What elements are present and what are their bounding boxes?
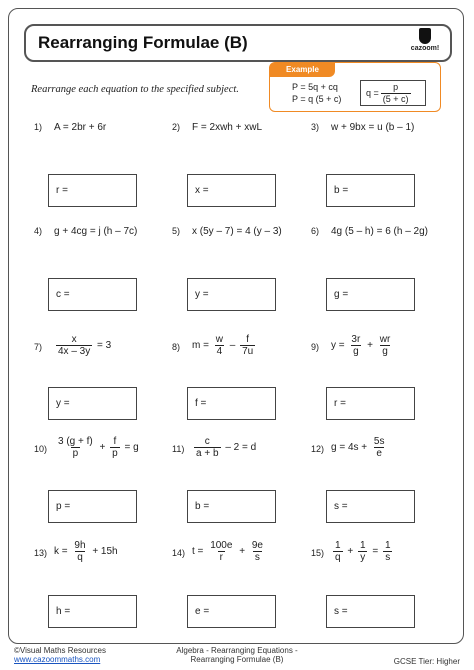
question-equation [331,226,428,237]
question-number: 15) [311,548,325,558]
fraction-numerator: w [215,334,223,345]
question-equation [192,226,282,237]
question-equation [331,436,388,459]
equation-operator: – [229,340,236,351]
question-number: 5) [172,226,181,236]
answer-box-9[interactable] [326,387,415,420]
fraction-numerator: x [71,334,77,345]
footer-link[interactable]: www.cazoommaths.com [14,655,101,664]
equation-text: 4g (5 – h) = 6 (h – 2g) [331,226,429,237]
fraction-numerator: 5s [373,436,385,447]
equation-tail: – 2 = d [225,442,257,453]
fraction-numerator: 1 [359,540,366,551]
answer-label: x = [195,185,209,196]
question-number: 13) [34,548,48,558]
fraction-numerator: 1 [384,540,391,551]
footer-tier: GCSE Tier: Higher [393,657,460,666]
cazoom-logo [408,28,442,58]
fraction-numerator: 3 (g + f) [58,436,93,447]
example-label: Example [270,63,335,77]
answer-box-15[interactable] [326,595,415,628]
question-number: 3) [311,122,320,132]
question-number: 6) [311,226,320,236]
equation-lhs: k = [54,546,68,557]
fraction-denominator: p [112,448,118,459]
answer-label: y = [195,289,209,300]
question-number: 8) [172,342,181,352]
footer-topic-line-1: Algebra - Rearranging Equations - [176,646,298,655]
fraction [349,334,362,357]
answer-label: b = [195,501,210,512]
fraction [56,334,92,357]
fraction-numerator: c [204,436,210,447]
question-number: 10) [34,444,48,454]
question-equation [54,540,118,563]
fraction-numerator: 9h [74,540,86,551]
footer-copyright: ©Visual Maths Resources [14,646,107,655]
example-answer-box [360,80,426,106]
question-equation [192,540,267,563]
example-answer-lhs: q = [366,88,379,98]
fraction-denominator: a + b [196,448,219,459]
fraction-denominator: q [77,552,83,563]
fraction-denominator: 4x – 3y [58,346,91,357]
fraction-numerator: p [393,81,399,92]
question-number: 4) [34,226,43,236]
answer-box-5[interactable] [187,278,276,311]
answer-label: r = [334,398,346,409]
equation-lhs: y = [331,340,345,351]
example-working [292,81,341,105]
question-number: 12) [311,444,325,454]
question-equation [192,122,262,133]
question-equation [331,540,395,563]
equation-text: A = 2br + 6r [54,122,107,133]
fraction-numerator: wr [379,334,391,345]
answer-box-8[interactable] [187,387,276,420]
answer-label: c = [56,289,70,300]
fraction-numerator: 9e [251,540,263,551]
equation-operator: + [367,340,373,351]
fraction-denominator: 7u [242,346,254,357]
fraction-denominator: p [72,448,79,459]
answer-label: e = [195,606,210,617]
fraction-denominator: q [335,552,341,563]
fraction [333,540,343,563]
fraction [110,436,120,459]
example-line-2: P = q (5 + c) [292,94,342,104]
answer-label: h = [56,606,71,617]
fraction [240,334,255,357]
example-line-1: P = 5q + cq [292,82,338,92]
page-title: Rearranging Formulae (B) [38,33,248,52]
fraction [250,540,265,563]
answer-label: p = [56,501,71,512]
fraction-denominator: g [353,346,359,357]
question-equation [54,226,137,237]
answer-box-14[interactable] [187,595,276,628]
fraction [383,540,393,563]
answer-box-13[interactable] [48,595,137,628]
fraction-numerator: 1 [335,540,341,551]
fraction [56,436,95,459]
fraction [208,540,234,563]
fraction [72,540,87,563]
answer-label: s = [334,606,348,617]
equation-tail: + 15h [92,546,118,557]
answer-box-11[interactable] [187,490,276,523]
equation-operator: = [372,546,379,557]
fraction-denominator: e [376,448,382,459]
fraction-denominator: y [360,552,366,563]
equation-tail: = g [124,442,139,453]
instruction-text: Rearrange each equation to the specified subject. [31,84,239,95]
equation-text: w + 9bx = u (b – 1) [331,122,415,133]
answer-box-1[interactable] [48,174,137,207]
answer-box-3[interactable] [326,174,415,207]
fraction [372,436,387,459]
question-number: 7) [34,342,43,352]
fraction-numerator: 3r [351,334,361,345]
answer-label: r = [56,185,68,196]
equation-operator: + [239,546,246,557]
question-equation [54,436,139,459]
fraction-denominator: g [382,346,388,357]
footer-topic-line-2: Rearranging Formulae (B) [190,655,284,664]
question-number: 9) [311,342,320,352]
fraction [214,334,225,357]
equation-tail: = 3 [97,340,112,351]
fraction-denominator: r [219,552,223,563]
example-box [269,62,441,112]
equation-lhs: t = [192,546,204,557]
answer-box-2[interactable] [187,174,276,207]
equation-text: x (5y – 7) = 4 (y – 3) [192,226,282,237]
fraction-denominator: s [385,552,391,563]
equation-lhs: g = 4s + [331,442,368,453]
answer-box-7[interactable] [48,387,137,420]
question-equation [331,122,414,133]
fraction-numerator: f [113,436,117,447]
equation-operator: + [99,442,106,453]
equation-lhs: m = [192,340,209,351]
question-number: 1) [34,122,43,132]
equation-text: F = 2xwh + xwL [192,122,263,133]
question-number: 11) [172,444,185,454]
fraction-denominator: (5 + c) [382,93,409,104]
answer-box-12[interactable] [326,490,415,523]
question-equation [54,334,111,357]
equation-text: g + 4cg = j (h – 7c) [54,226,138,237]
question-number: 14) [172,548,186,558]
question-number: 2) [172,122,181,132]
answer-label: s = [334,501,348,512]
answer-box-10[interactable] [48,490,137,523]
answer-box-6[interactable] [326,278,415,311]
example-answer-fraction [381,82,411,105]
fraction-numerator: f [246,334,250,345]
fraction-denominator: s [254,552,260,563]
equation-operator: + [347,546,354,557]
question-equation [331,334,394,357]
answer-label: f = [195,398,207,409]
fraction-numerator: 100e [210,540,233,551]
fraction-denominator: 4 [216,346,223,357]
question-equation [54,122,106,133]
answer-label: b = [334,185,349,196]
fraction [194,436,221,459]
answer-label: y = [56,398,70,409]
answer-label: g = [334,289,349,300]
question-equation [192,436,256,459]
fraction [378,334,393,357]
logo-mark-icon [419,28,431,44]
title-bar [24,24,452,62]
fraction [358,540,368,563]
logo-text: cazoom! [410,45,440,52]
question-equation [192,334,257,357]
answer-box-4[interactable] [48,278,137,311]
